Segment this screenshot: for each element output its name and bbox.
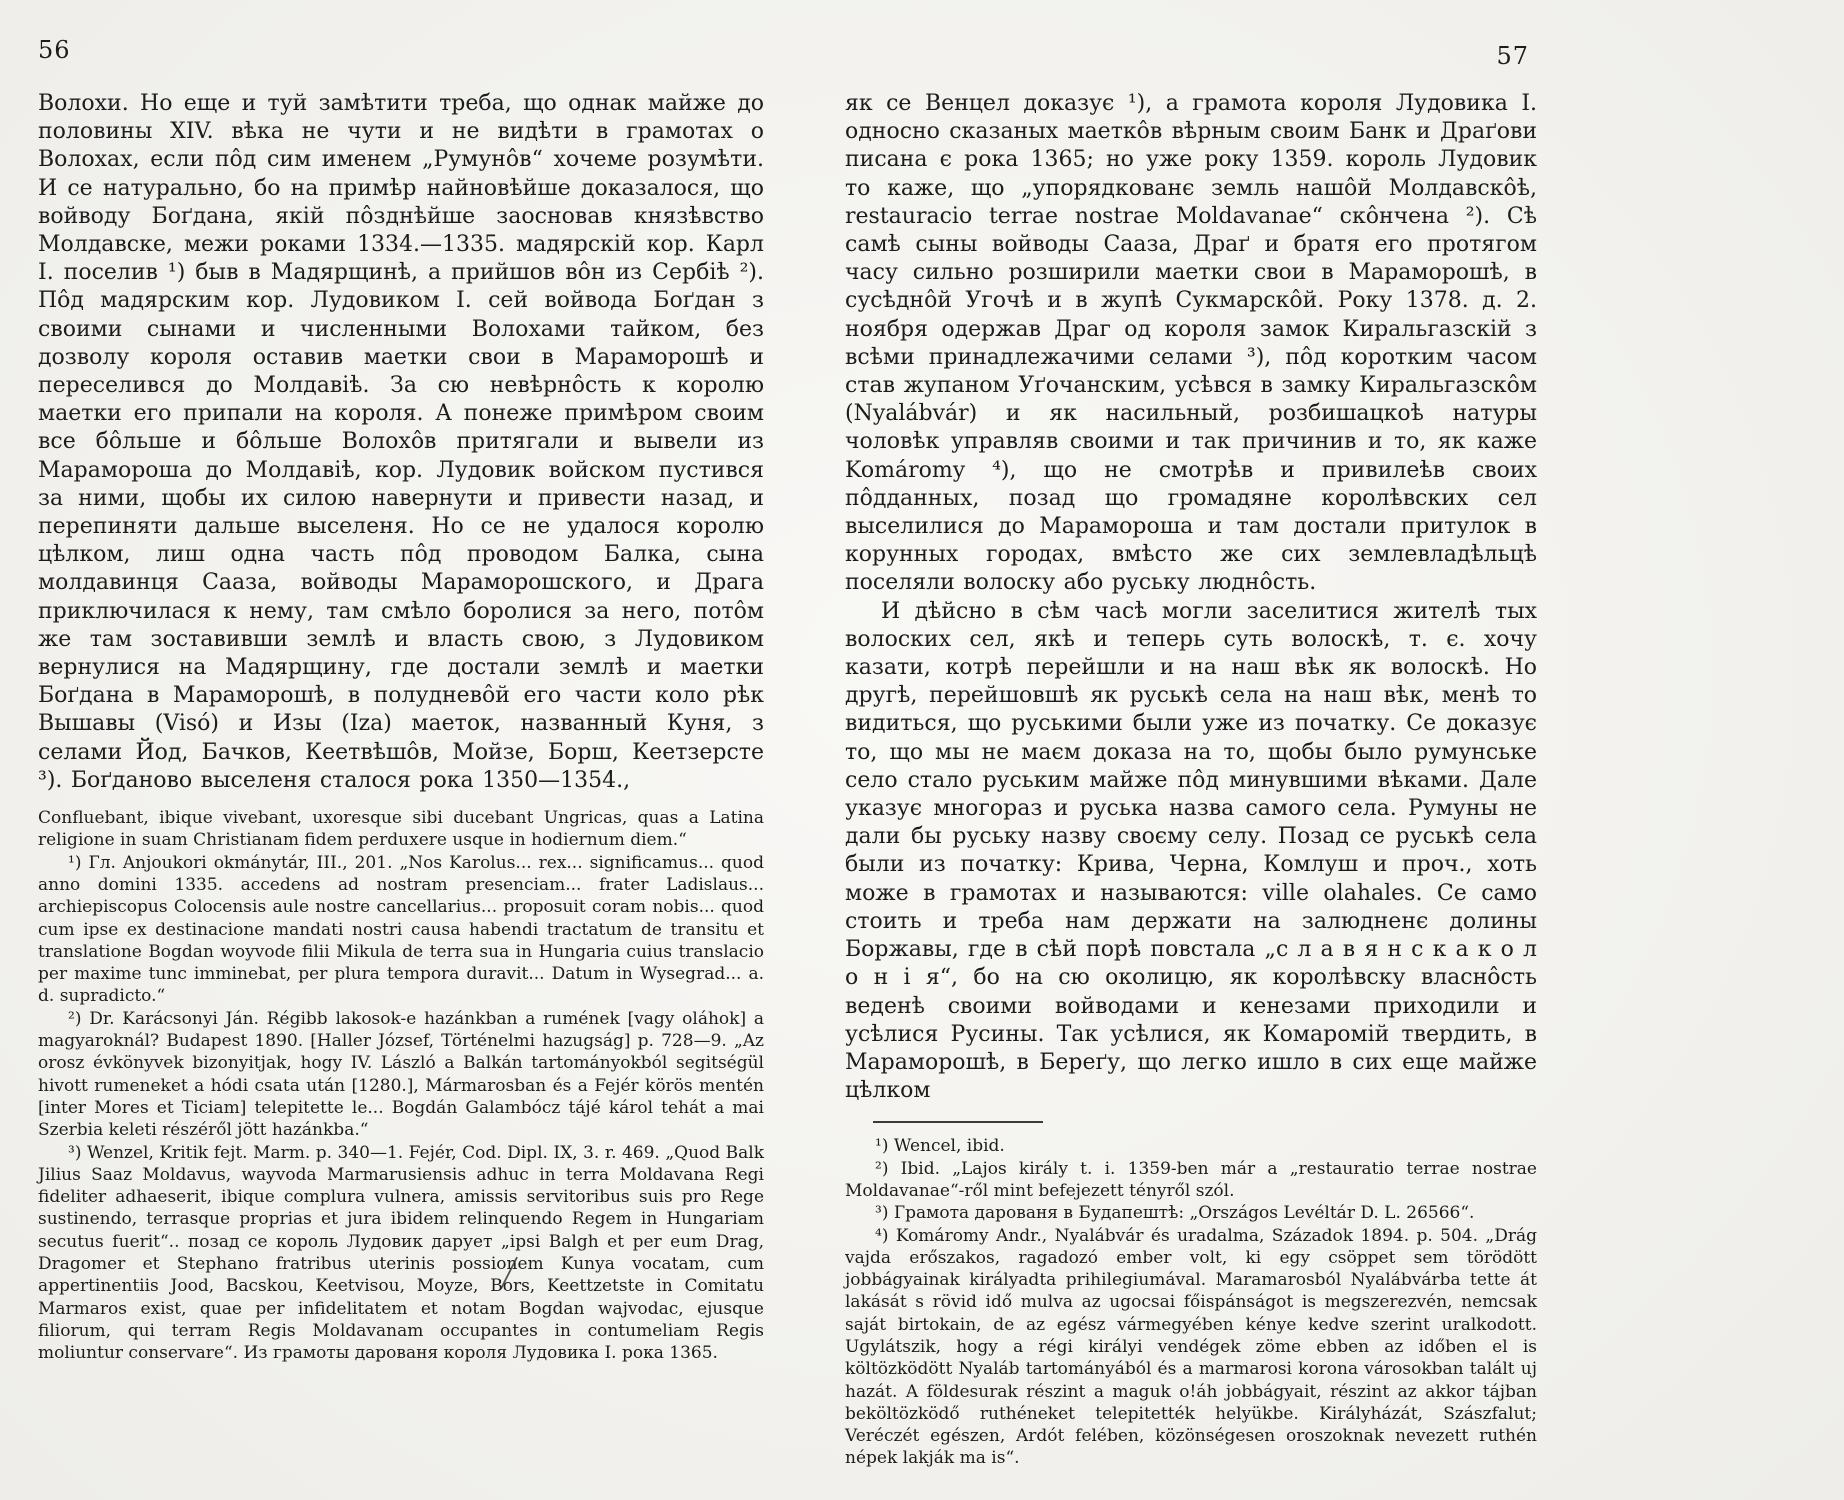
footnote: ²) Dr. Karácsonyi Ján. Régibb lakosok-e hazánkban a rumének [vagy oláhok] a magyaroknál? Budapest 1890. [Haller József, Történelmi hazugság] p. 728—9. „Az orosz évkönyvek bizonyitjak, hogy IV. László a Balkán tartományokból segitségül hivott rumeneket a hódi csata után [1280.], Mármarosban és a Fejér körös mentén [inter Mores et Ticiam] telepitette le... Bogdán Galambócz tájé károl tehát a mai Szerbia keleti részéről jött hazánkba.“ [38,1008,764,1141]
footnote: ³) Wenzel, Kritik fejt. Marm. p. 340—1. Fejér, Cod. Dipl. IX, 3. r. 469. „Quod Balk Jilius Saaz Moldavus, wayvoda Marmarusiensis adhuc in terra Moldavana Regi fideliter adhaeserit, ibique complura vulnera, amissis servitoribus suis pro Rege sustinendo, terrasque proprias et jura ibidem relinquendo Regem in Hungariam secutus fuerit“.. позад се король Лудовик дарует „ipsi Balgh et per eum Drag, Dragomer et Stephano fratribus uterinis possionem Kunya vocatam, cum appertinentiis Jood, Bacskou, Keetvisou, Moyze, Bors, Keettzetste in Comitatu Marmaros exist, quae per infidelitatem et notam Bogdan wajvodac, ejusque filiorum, qui terram Regis Moldavanam occupantes in contumeliam Regis moliuntur conservare“. Из грамоты дарованя короля Лудовика I. рока 1365. [38,1142,764,1364]
footnote: ¹) Гл. Anjoukori okmánytár, III., 201. „Nos Karolus... rex... significamus... quod anno domini 1335. accedens ad nostram presenciam... frater Ladislaus... archiepiscopus Colocensis aule nostre cancellarius... proposuit coram nobis... quod cum ipse ex destinacione mandati nostri causa habendi tractatum de transitu et translatione Bogdan woyvode filii Mikula de terra sua in Hungaria cuius translacio per maxime tunc imminebat, per plura tempora duravit... Datum in Wysegrad... a. d. supradicto.“ [38,852,764,1007]
left-main-text [38,90,764,795]
left-footnotes [38,807,764,1364]
paragraph: як се Венцел доказує ¹), а грамота короля Лудовика I. односно сказаных маеткôв вѣрным своим Банк и Драґови писана є рока 1365; но уже року 1359. король Лудовик то каже, що „упорядкованє земль нашôй Молдавскôѣ, restauracio terrae nostrae Moldavanae“ скôнчена ²). Сѣ самѣ сыны войводы Сааза, Драґ и братя его протягом часу сильно розширили маетки свои в Мараморошѣ, в сусѣднôй Угочѣ и в жупѣ Сукмарскôй. Року 1378. д. 2. ноября одержав Драг од короля замок Киральгазскій з всѣми принадлежачими селами ³), пôд коротким часом став жупаном Уґочанским, усѣвся в замку Киральгазскôм (Nyalábvár) и як насильный, розбишацкоѣ натуры чоловѣк управляв своими и так причинив и то, як каже Komáromy ⁴), що не смотрѣв и привилеѣв своих пôдданных, позад що громадяне королѣвских сел выселилися до Марамороша и там достали притулок в корунных городах, вмѣсто же сих землевладѣльцѣ поселяли волоску або руську люднôсть. [845,91,1537,596]
page-number-right: 57 [1496,42,1529,70]
footnote-separator [873,1121,1043,1123]
right-text-block [845,90,1537,1470]
footnote-continuation: Confluebant, ibique vivebant, uxoresque sibi ducebant Ungricas, quas a Latina religione in suam Christianam fidem perduxere usque in hodiernum diem.“ [38,808,764,851]
page-left [38,0,764,1500]
right-footnotes [845,1135,1537,1469]
page-number-left: 56 [38,36,71,64]
paragraph: И дѣйсно в сѣм часѣ могли заселитися жителѣ тых волоских сел, якѣ и теперь суть волоскѣ, т. є. хочу казати, котрѣ перейшли и на наш вѣк як волоскѣ. Но другѣ, перейшовшѣ як руськѣ села на наш вѣк, менѣ то видиться, що руськими были уже из початку. Се доказує то, що мы не маєм доказа на то, щобы было румунське село стало руським майже пôд минувшими вѣками. Дале указує многораз и руська назва самого села. Румуны не дали бы руську назву своєму селу. Позад се руськѣ села были из початку: Крива, Черна, Комлуш и проч., хоть може в грамотах и называются: ville olahales. Се само стоить и треба нам держати на залюдненє долины Боржавы, где в сѣй порѣ повстала „с л а в я н с к а к о л о н і я“, бо на сю околицю, як королѣвску власнôсть веденѣ своими войводами и кенезами приходили и усѣлися Русины. Так усѣлися, як Комаромій твердить, в Мараморошѣ, в Береґу, що легко ишло в сих еще майже цѣлком [845,598,1537,1104]
page-right [845,0,1537,1500]
footnote: ⁴) Komáromy Andr., Nyalábvár és uradalma, Századok 1894. p. 504. „Drág vajda erőszakos, ragadozó ember volt, ki egy csöppet sem törödött jobbágyainak királyadta prihilegiumával. Maramarosból Nyalábvárba tette át lakását s rövid idő mulva az ugocsai főispánságot is megszerezvén, nemcsak saját birtokain, de az egész vármegyében kénye kedve szerint uralkodott. Ugylátszik, hogy a régi királyi vendégek zöme ebben az időben el is költözködött Nyaláb tartományából és a marmarosi korona városokban talált uj hazát. A földesurak részint a maguk o!áh jobbágyait, részint az akkor tájban beköltözködő ruthéneket telepitették helyükbe. Királyházát, Szászfalut; Veréczét egészen, Ardót felében, közönségesen oroszoknak nevezett ruthén népek lakják ma is“. [845,1225,1537,1469]
left-text-block [38,90,764,1365]
paragraph: Волохи. Но еще и туй замѣтити треба, що однак майже до половины XIV. вѣка не чути и не видѣти в грамотах о Волохах, если пôд сим именем „Румунôв“ хочеме розумѣти. И се натурально, бо на примѣр найновѣйше доказалося, що войводу Боґдана, якій пôзднѣйше заосновав князѣвство Молдавске, межи роками 1334.—1335. мадярскій кор. Карл I. поселив ¹) быв в Мадярщинѣ, а прийшов вôн из Сербіѣ ²). Пôд мадярским кор. Лудовиком I. сей войвода Боґдан з своими сынами и численными Волохами тайком, без дозволу короля оставив маетки свои в Мараморошѣ и переселився до Молдавіѣ. За сю невѣрнôсть к королю маетки его припали на короля. А понеже примѣром своим все бôльше и бôльше Волохôв притягали и вывели из Марамороша до Молдавіѣ, кор. Лудовик войском пустився за ними, щобы их силою навернути и привести назад, и перепиняти дальше выселеня. Но се не удалося королю цѣлком, лиш одна часть пôд проводом Балка, сына молдавинця Сааза, войводы Мараморошского, и Драга приключилася к нему, там смѣло боролися за него, потôм же там зоставивши землѣ и власть свою, з Лудовиком вернулися на Мадярщину, где достали землѣ и маетки Боґдана в Мараморошѣ, в полудневôй его части коло рѣк Вышавы (Visó) и Изы (Iza) маеток, названный Куня, з селами Йод, Бачков, Кеетвѣшôв, Мойзе, Борш, Кеетзерсте ³). Боґданово выселеня сталося рока 1350—1354., [38,91,764,793]
footnote: ¹) Wencel, ibid. [875,1136,1005,1157]
footnote: ²) Ibid. „Lajos király t. i. 1359-ben már a „restauratio terrae nostrae Moldavanae“-ről mint befejezett tényről szól. [845,1158,1537,1201]
right-main-text [845,90,1537,1105]
footnote: ³) Грамота дарованя в Будапештѣ: „Országos Levéltár D. L. 26566“. [875,1203,1475,1224]
